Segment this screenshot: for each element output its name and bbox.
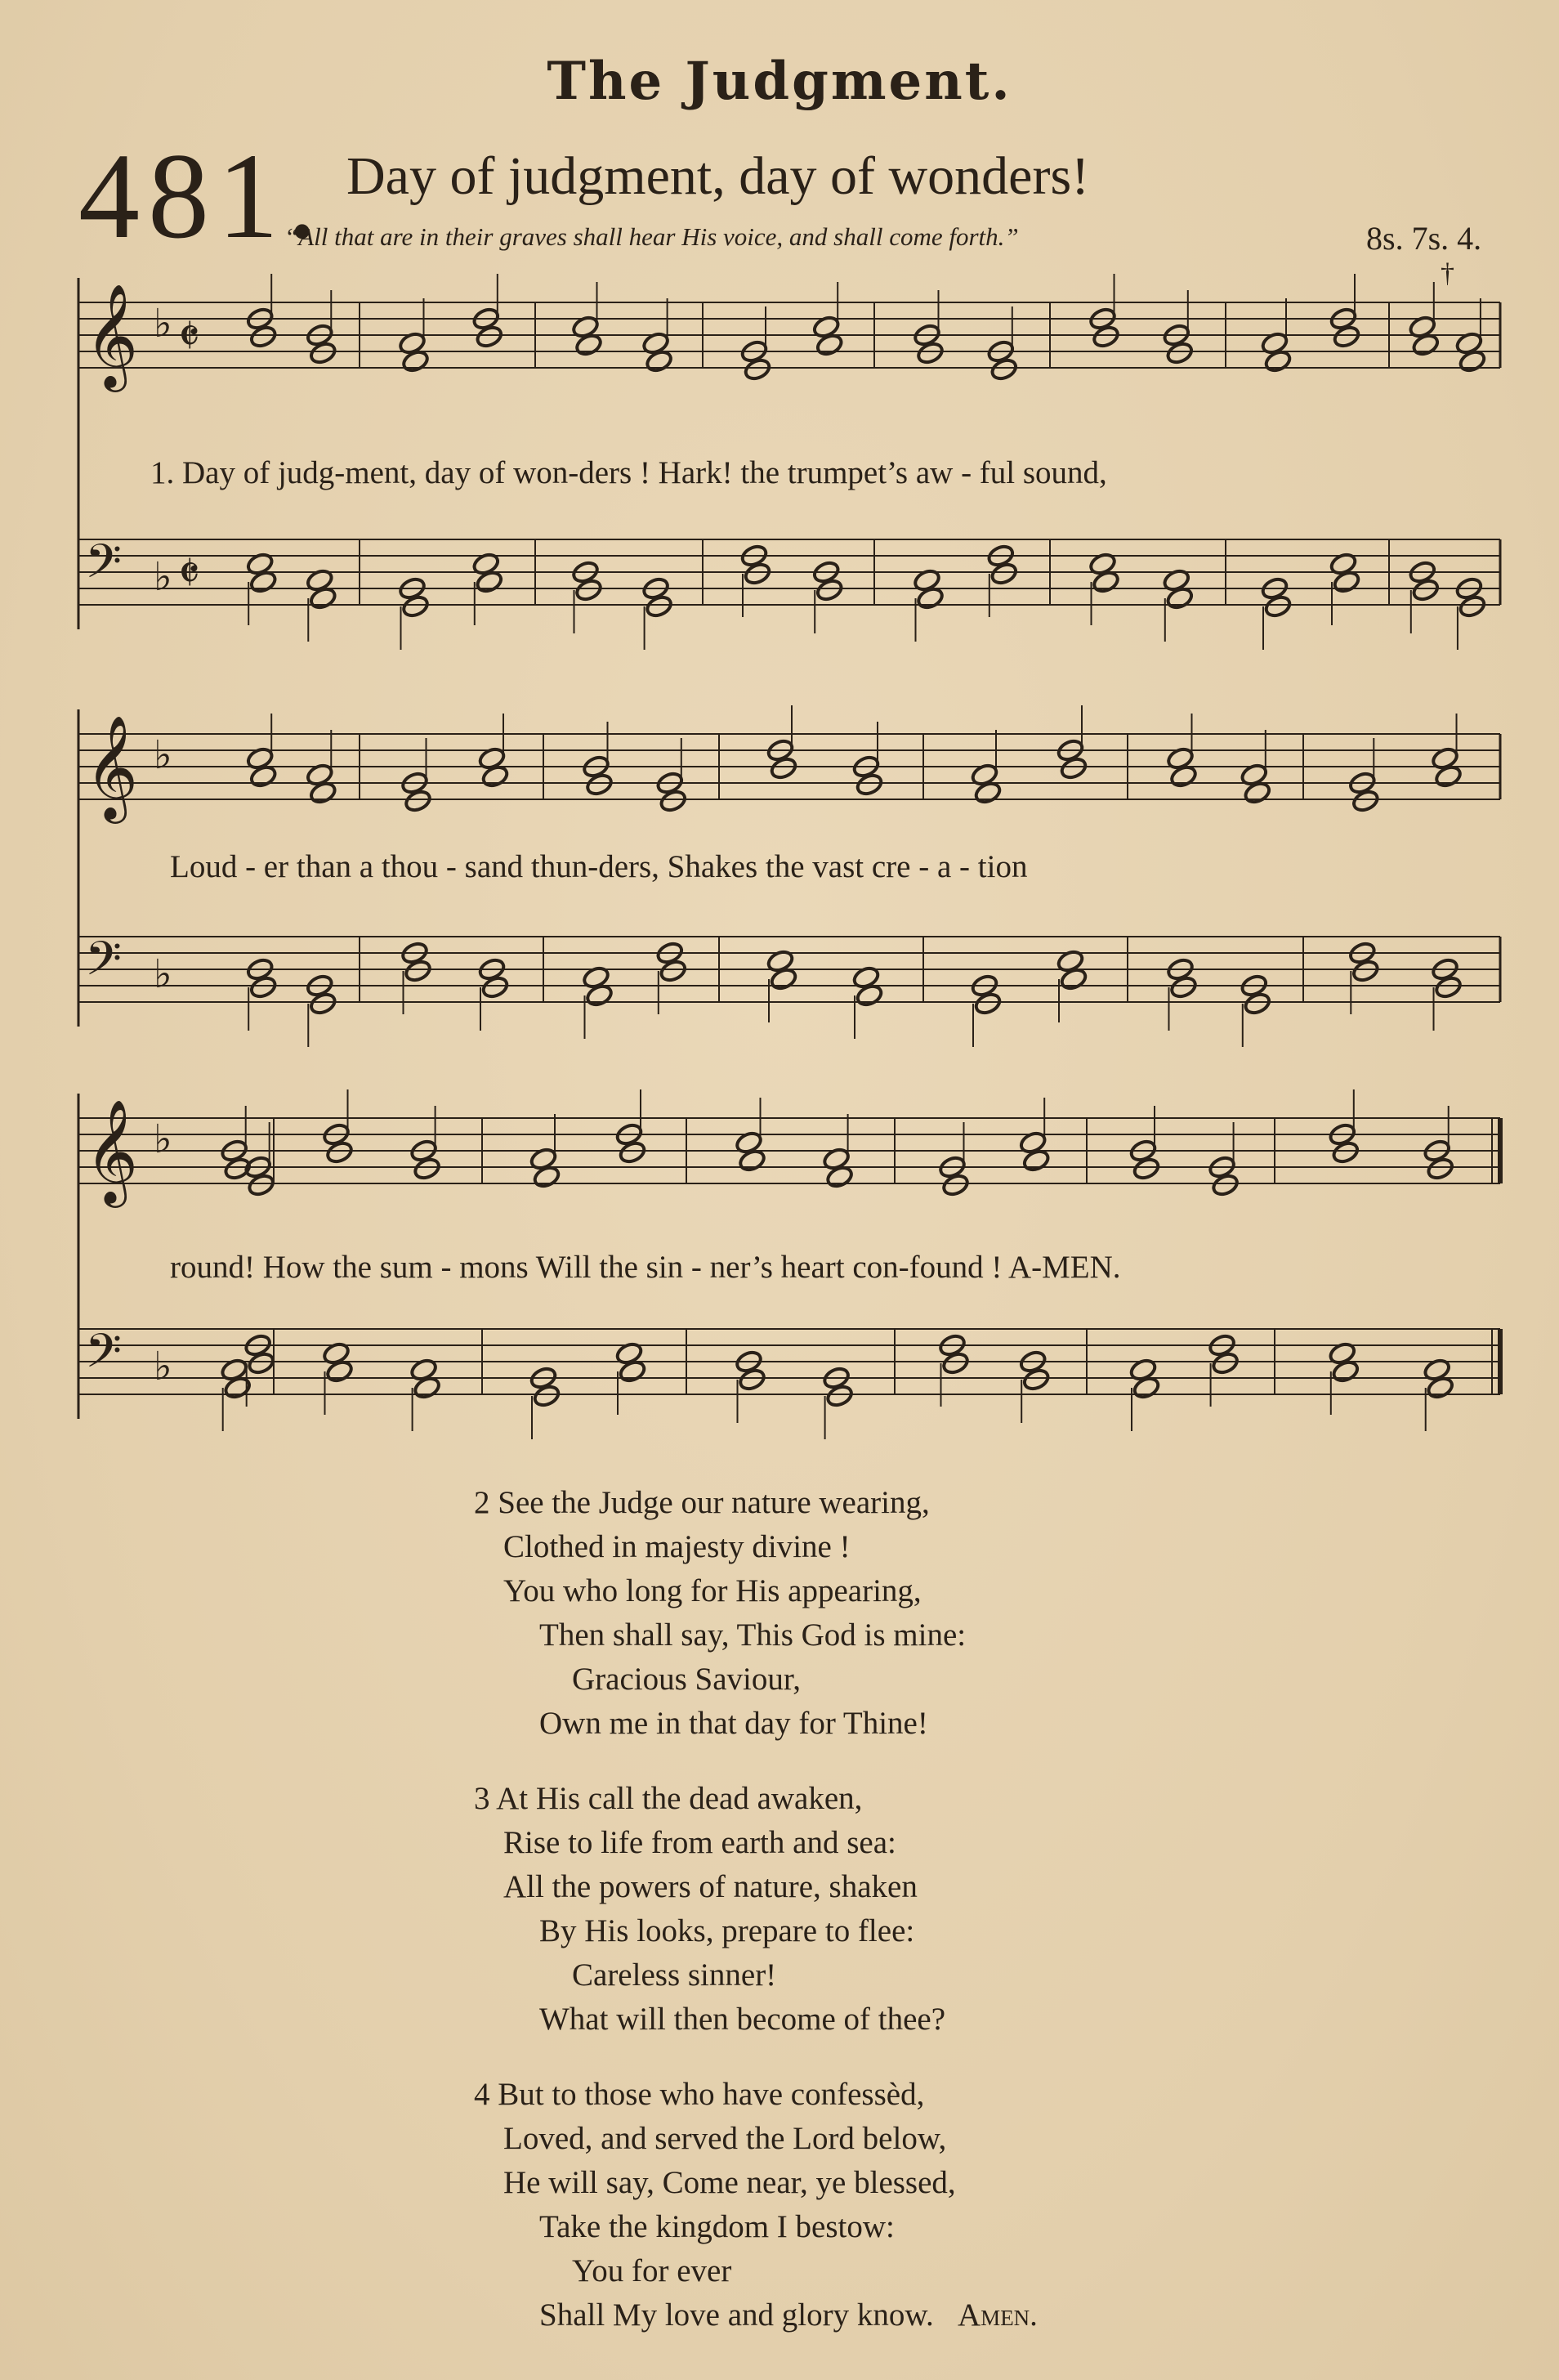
lyrics-system-2: Loud - er than a thou - sand thun-ders, Shakes the vast cre - a - tion bbox=[170, 849, 1028, 884]
verse-line: He will say, Come near, ye blessed, bbox=[503, 2165, 956, 2200]
hymn-number: 481. bbox=[78, 128, 326, 264]
verse-line-text: Shall My love and glory know. bbox=[539, 2297, 934, 2333]
verse-line: Loved, and served the Lord below, bbox=[503, 2121, 947, 2156]
verse-line: You who long for His appearing, bbox=[503, 1573, 922, 1608]
verse-line: Take the kingdom I bestow: bbox=[539, 2209, 895, 2244]
verse-line: 2 See the Judge our nature wearing, bbox=[474, 1485, 930, 1520]
verse-2 bbox=[474, 1481, 966, 1746]
hymn-first-line: Day of judgment, day of wonders! bbox=[346, 146, 1090, 206]
verse-line: Rise to life from earth and sea: bbox=[503, 1825, 896, 1860]
verse-line: By His looks, prepare to flee: bbox=[539, 1913, 915, 1948]
verse-line: 4 But to those who have confessèd, bbox=[474, 2077, 925, 2112]
page-heading: The Judgment. bbox=[547, 51, 1012, 112]
bass-clef: 𝄢 bbox=[85, 534, 123, 601]
key-signature-flat: ♭ bbox=[154, 1116, 172, 1162]
verse-line: Careless sinner! bbox=[572, 1957, 777, 1993]
amen-label: Amen. bbox=[958, 2297, 1038, 2333]
treble-clef: 𝄞 bbox=[85, 283, 139, 387]
verse-3 bbox=[474, 1777, 945, 2042]
verse-line: 3 At His call the dead awaken, bbox=[474, 1781, 863, 1816]
key-signature-flat: ♭ bbox=[154, 951, 172, 997]
key-signature-flat: ♭ bbox=[154, 1344, 172, 1389]
dagger-mark: † bbox=[1441, 258, 1454, 289]
verse-line: All the powers of nature, shaken bbox=[503, 1869, 918, 1904]
key-signature-flat: ♭ bbox=[154, 301, 172, 347]
lyrics-system-1: 1. Day of judg-ment, day of won-ders ! Hark! the trumpet’s aw - ful sound, bbox=[150, 455, 1107, 490]
treble-clef: 𝄞 bbox=[85, 1098, 139, 1203]
verse-line: You for ever bbox=[572, 2253, 732, 2288]
verse-4 bbox=[474, 2073, 1038, 2338]
time-signature: 𝄵 bbox=[178, 308, 200, 365]
key-signature-flat: ♭ bbox=[154, 732, 172, 778]
verse-line: Then shall say, This God is mine: bbox=[539, 1617, 967, 1653]
key-signature-flat: ♭ bbox=[154, 554, 172, 600]
verse-line: Own me in that day for Thine! bbox=[539, 1706, 928, 1741]
verse-line: What will then become of thee? bbox=[539, 2002, 946, 2037]
meter-label: 8s. 7s. 4. bbox=[1366, 220, 1482, 257]
bass-clef: 𝄢 bbox=[85, 931, 123, 998]
time-signature: 𝄵 bbox=[178, 545, 200, 602]
lyrics-system-3: round! How the sum - mons Will the sin - ner’s heart con-found ! A-MEN. bbox=[170, 1250, 1121, 1285]
verse-line: Clothed in majesty divine ! bbox=[503, 1529, 851, 1564]
verse-line bbox=[474, 2293, 1038, 2338]
scripture-epigraph: “All that are in their graves shall hear His voice, and shall come forth.” bbox=[284, 222, 1019, 251]
treble-clef: 𝄞 bbox=[85, 714, 139, 819]
bass-clef: 𝄢 bbox=[85, 1323, 123, 1390]
verse-line: Gracious Saviour, bbox=[572, 1662, 802, 1697]
